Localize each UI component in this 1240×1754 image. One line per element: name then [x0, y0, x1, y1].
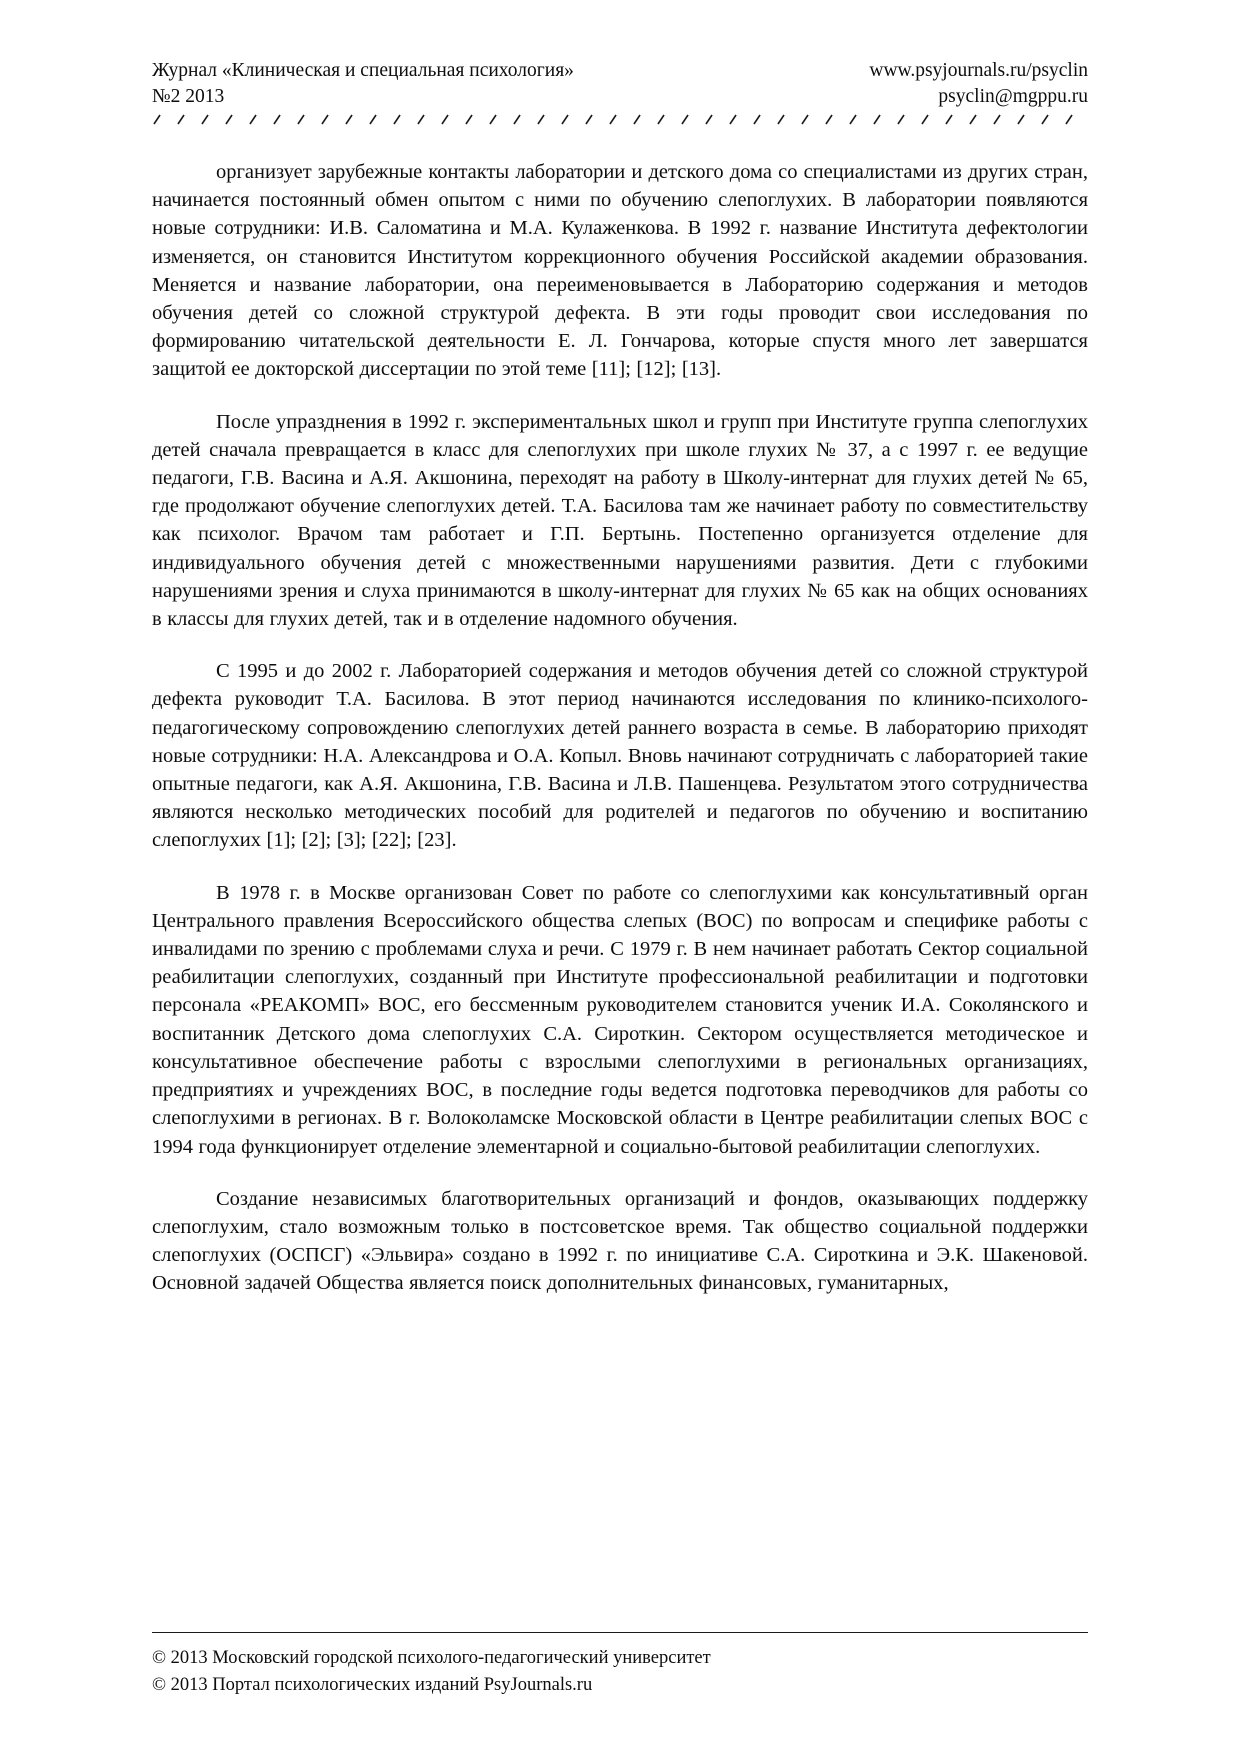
- header-contact-info: [869, 58, 1088, 110]
- page-header: [152, 58, 1088, 110]
- body-paragraph: С 1995 и до 2002 г. Лабораторией содержания и методов обучения детей со сложной структурой дефекта руководит Т.А. Басилова. В этот период начинаются исследования по клинико-психолого-педагогическому сопровождению слепоглухих детей раннего возраста в семье. В лабораторию приходят новые сотрудники: Н.А. Александрова и О.А. Копыл. Вновь начинают сотрудничать с лабораторией такие опытные педагоги, как А.Я. Акшонина, Г.В. Васина и Л.В. Пашенцева. Результатом этого сотрудничества являются несколько методических пособий для родителей и педагогов по обучению и воспитанию слепоглухих [1]; [2]; [3]; [22]; [23].: [152, 660, 1088, 852]
- document-body: [152, 158, 1088, 1298]
- body-paragraph: организует зарубежные контакты лаборатории и детского дома со специалистами из других стран, начинается постоянный обмен опытом с ними по обучению слепоглухих. В лаборатории появляются новые сотрудники: И.В. Саломатина и М.А. Кулаженкова. В 1992 г. название Института дефектологии изменяется, он становится Институтом коррекционного обучения Российской академии образования. Меняется и название лаборатории, она переименовывается в Лабораторию содержания и методов обучения детей со сложной структурой дефекта. В эти годы проводит свои исследования по формированию читательской деятельности Е. Л. Гончарова, которые спустя много лет завершатся защитой ее докторской диссертации по этой теме [11]; [12]; [13].: [152, 161, 1088, 381]
- body-paragraph: Создание независимых благотворительных организаций и фондов, оказывающих поддержку слепоглухим, стало возможным только в постсоветское время. Так общество социальной поддержки слепоглухих (ОСПСГ) «Эльвира» создано в 1992 г. по инициативе С.А. Сироткина и Э.К. Шакеновой. Основной задачей Общества является поиск дополнительных финансовых, гуманитарных,: [152, 1187, 1088, 1295]
- header-journal-info: [152, 58, 574, 110]
- body-paragraph: После упразднения в 1992 г. экспериментальных школ и групп при Институте группа слепоглухих детей сначала превращается в класс для слепоглухих при школе глухих № 37, а с 1997 г. ее ведущие педагоги, Г.В. Васина и А.Я. Акшонина, переходят на работу в Школу-интернат для глухих детей № 65, где продолжают обучение слепоглухих детей. Т.А. Басилова там же начинает работу по совместительству как психолог. Врачом там работает и Г.П. Бертынь. Постепенно организуется отделение для индивидуального обучения детей с множественными нарушениями развития. Дети с глубокими нарушениями зрения и слуха принимаются в школу-интернат для глухих № 65 как на общих основаниях в классы для глухих детей, так и в отделение надомного обучения.: [152, 410, 1088, 631]
- tick-rule-icon: [152, 114, 1088, 125]
- body-paragraph: В 1978 г. в Москве организован Совет по работе со слепоглухими как консультативный орган Центрального правления Всероссийского общества слепых (ВОС) по вопросам и специфике работы с инвалидами по зрению с проблемами слуха и речи. С 1979 г. В нем начинает работать Сектор социальной реабилитации слепоглухих, созданный при Институте профессиональной реабилитации и подготовки персонала «РЕАКОМП» ВОС, его бессменным руководителем становится ученик И.А. Соколянского и воспитанник Детского дома слепоглухих С.А. Сироткин. Сектором осуществляется методическое и консультативное обеспечение работы с взрослыми слепоглухими в региональных организациях, предприятиях и учреждениях ВОС, в последние годы ведется подготовка переводчиков для работы со слепоглухими в регионах. В г. Волоколамске Московской области в Центре реабилитации слепых ВОС с 1994 года функционирует отделение элементарной и социально-бытовой реабилитации слепоглухих.: [152, 881, 1088, 1158]
- footer-copyright-portal: © 2013 Портал психологических изданий PsyJournals.ru: [152, 1674, 593, 1695]
- header-email: psyclin@mgppu.ru: [938, 86, 1088, 107]
- header-divider-rule: [152, 113, 1088, 125]
- page-footer: [152, 1645, 1088, 1698]
- footer-divider-rule: [152, 1632, 1088, 1633]
- header-website-url: www.psyjournals.ru/psyclin: [869, 60, 1088, 81]
- footer-copyright-university: © 2013 Московский городской психолого-педагогический университет: [152, 1648, 711, 1668]
- header-issue: №2 2013: [152, 86, 225, 107]
- header-journal-title: Журнал «Клиническая и специальная психология»: [152, 60, 574, 81]
